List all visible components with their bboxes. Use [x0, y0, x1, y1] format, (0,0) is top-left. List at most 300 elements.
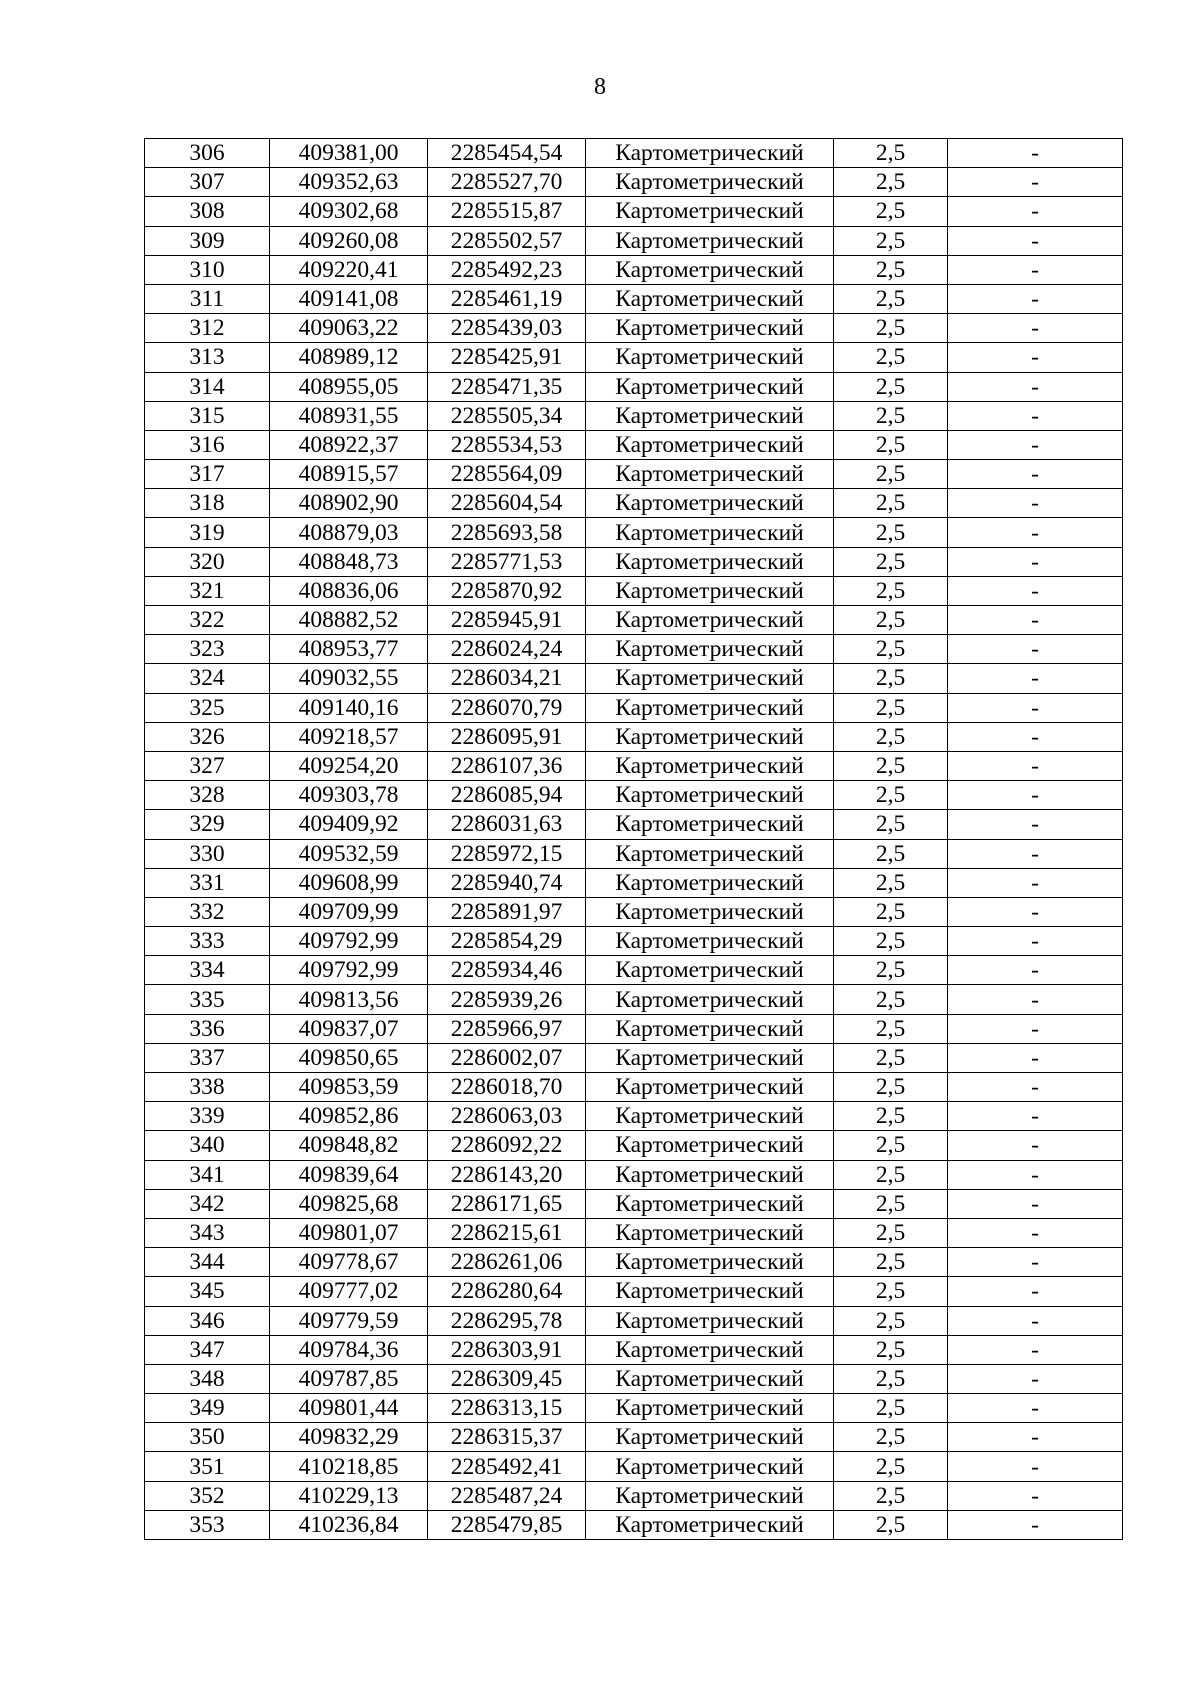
accuracy-cell: 2,5 [834, 1248, 948, 1277]
table-row [145, 168, 1123, 197]
y-coordinate-cell: 2285693,58 [428, 518, 586, 547]
x-coordinate-cell: 408989,12 [270, 343, 428, 372]
table-row [145, 1014, 1123, 1043]
y-coordinate-cell: 2286070,79 [428, 693, 586, 722]
accuracy-cell: 2,5 [834, 576, 948, 605]
note-cell: - [948, 168, 1123, 197]
y-coordinate-cell: 2285854,29 [428, 927, 586, 956]
note-cell: - [948, 1131, 1123, 1160]
y-coordinate-cell: 2285972,15 [428, 839, 586, 868]
accuracy-cell: 2,5 [834, 226, 948, 255]
table-row [145, 956, 1123, 985]
y-coordinate-cell: 2286063,03 [428, 1102, 586, 1131]
x-coordinate-cell: 409832,29 [270, 1423, 428, 1452]
point-number-cell: 352 [145, 1481, 270, 1510]
accuracy-cell: 2,5 [834, 810, 948, 839]
accuracy-cell: 2,5 [834, 956, 948, 985]
method-cell: Картометрический [586, 927, 834, 956]
accuracy-cell: 2,5 [834, 635, 948, 664]
table-row [145, 489, 1123, 518]
x-coordinate-cell: 409409,92 [270, 810, 428, 839]
coordinates-table-body [145, 139, 1123, 1540]
method-cell: Картометрический [586, 1131, 834, 1160]
point-number-cell: 351 [145, 1452, 270, 1481]
note-cell: - [948, 372, 1123, 401]
table-row [145, 197, 1123, 226]
method-cell: Картометрический [586, 343, 834, 372]
note-cell: - [948, 401, 1123, 430]
method-cell: Картометрический [586, 1510, 834, 1539]
point-number-cell: 308 [145, 197, 270, 226]
method-cell: Картометрический [586, 197, 834, 226]
point-number-cell: 345 [145, 1277, 270, 1306]
x-coordinate-cell: 409848,82 [270, 1131, 428, 1160]
method-cell: Картометрический [586, 693, 834, 722]
x-coordinate-cell: 408848,73 [270, 547, 428, 576]
method-cell: Картометрический [586, 460, 834, 489]
point-number-cell: 315 [145, 401, 270, 430]
x-coordinate-cell: 409063,22 [270, 314, 428, 343]
x-coordinate-cell: 409787,85 [270, 1364, 428, 1393]
method-cell: Картометрический [586, 664, 834, 693]
method-cell: Картометрический [586, 1364, 834, 1393]
point-number-cell: 307 [145, 168, 270, 197]
accuracy-cell: 2,5 [834, 927, 948, 956]
note-cell: - [948, 751, 1123, 780]
point-number-cell: 338 [145, 1073, 270, 1102]
table-row [145, 430, 1123, 459]
point-number-cell: 353 [145, 1510, 270, 1539]
y-coordinate-cell: 2285492,41 [428, 1452, 586, 1481]
table-row [145, 927, 1123, 956]
note-cell: - [948, 1481, 1123, 1510]
table-row [145, 897, 1123, 926]
point-number-cell: 335 [145, 985, 270, 1014]
x-coordinate-cell: 408922,37 [270, 430, 428, 459]
accuracy-cell: 2,5 [834, 1423, 948, 1452]
page-number: 8 [594, 74, 606, 100]
method-cell: Картометрический [586, 1160, 834, 1189]
y-coordinate-cell: 2286092,22 [428, 1131, 586, 1160]
x-coordinate-cell: 409801,44 [270, 1394, 428, 1423]
accuracy-cell: 2,5 [834, 868, 948, 897]
table-row [145, 1335, 1123, 1364]
x-coordinate-cell: 410236,84 [270, 1510, 428, 1539]
point-number-cell: 320 [145, 547, 270, 576]
table-row [145, 1277, 1123, 1306]
note-cell: - [948, 722, 1123, 751]
note-cell: - [948, 1452, 1123, 1481]
note-cell: - [948, 343, 1123, 372]
x-coordinate-cell: 409352,63 [270, 168, 428, 197]
note-cell: - [948, 1510, 1123, 1539]
x-coordinate-cell: 409778,67 [270, 1248, 428, 1277]
table-row [145, 985, 1123, 1014]
note-cell: - [948, 226, 1123, 255]
x-coordinate-cell: 410218,85 [270, 1452, 428, 1481]
y-coordinate-cell: 2285502,57 [428, 226, 586, 255]
accuracy-cell: 2,5 [834, 197, 948, 226]
x-coordinate-cell: 408953,77 [270, 635, 428, 664]
y-coordinate-cell: 2286085,94 [428, 781, 586, 810]
table-row [145, 1160, 1123, 1189]
table-row [145, 1043, 1123, 1072]
x-coordinate-cell: 408915,57 [270, 460, 428, 489]
method-cell: Картометрический [586, 985, 834, 1014]
table-row [145, 1510, 1123, 1539]
point-number-cell: 322 [145, 606, 270, 635]
method-cell: Картометрический [586, 139, 834, 168]
point-number-cell: 343 [145, 1218, 270, 1247]
accuracy-cell: 2,5 [834, 985, 948, 1014]
table-row [145, 1218, 1123, 1247]
accuracy-cell: 2,5 [834, 781, 948, 810]
note-cell: - [948, 810, 1123, 839]
table-row [145, 343, 1123, 372]
accuracy-cell: 2,5 [834, 1218, 948, 1247]
method-cell: Картометрический [586, 1043, 834, 1072]
table-row [145, 810, 1123, 839]
accuracy-cell: 2,5 [834, 751, 948, 780]
note-cell: - [948, 927, 1123, 956]
point-number-cell: 350 [145, 1423, 270, 1452]
table-row [145, 1131, 1123, 1160]
accuracy-cell: 2,5 [834, 1043, 948, 1072]
y-coordinate-cell: 2285939,26 [428, 985, 586, 1014]
method-cell: Картометрический [586, 1335, 834, 1364]
y-coordinate-cell: 2285870,92 [428, 576, 586, 605]
x-coordinate-cell: 409303,78 [270, 781, 428, 810]
method-cell: Картометрический [586, 1102, 834, 1131]
method-cell: Картометрический [586, 284, 834, 313]
point-number-cell: 327 [145, 751, 270, 780]
point-number-cell: 339 [145, 1102, 270, 1131]
note-cell: - [948, 460, 1123, 489]
x-coordinate-cell: 409608,99 [270, 868, 428, 897]
y-coordinate-cell: 2286034,21 [428, 664, 586, 693]
point-number-cell: 331 [145, 868, 270, 897]
note-cell: - [948, 518, 1123, 547]
point-number-cell: 334 [145, 956, 270, 985]
accuracy-cell: 2,5 [834, 1073, 948, 1102]
table-row [145, 722, 1123, 751]
x-coordinate-cell: 408931,55 [270, 401, 428, 430]
accuracy-cell: 2,5 [834, 518, 948, 547]
y-coordinate-cell: 2285471,35 [428, 372, 586, 401]
table-row [145, 226, 1123, 255]
accuracy-cell: 2,5 [834, 1481, 948, 1510]
note-cell: - [948, 985, 1123, 1014]
note-cell: - [948, 1073, 1123, 1102]
y-coordinate-cell: 2285534,53 [428, 430, 586, 459]
accuracy-cell: 2,5 [834, 1394, 948, 1423]
x-coordinate-cell: 410229,13 [270, 1481, 428, 1510]
accuracy-cell: 2,5 [834, 664, 948, 693]
method-cell: Картометрический [586, 168, 834, 197]
accuracy-cell: 2,5 [834, 1102, 948, 1131]
note-cell: - [948, 839, 1123, 868]
accuracy-cell: 2,5 [834, 401, 948, 430]
note-cell: - [948, 897, 1123, 926]
method-cell: Картометрический [586, 226, 834, 255]
y-coordinate-cell: 2285966,97 [428, 1014, 586, 1043]
y-coordinate-cell: 2286309,45 [428, 1364, 586, 1393]
y-coordinate-cell: 2285505,34 [428, 401, 586, 430]
accuracy-cell: 2,5 [834, 1189, 948, 1218]
note-cell: - [948, 1102, 1123, 1131]
x-coordinate-cell: 409852,86 [270, 1102, 428, 1131]
point-number-cell: 340 [145, 1131, 270, 1160]
note-cell: - [948, 197, 1123, 226]
x-coordinate-cell: 409792,99 [270, 927, 428, 956]
y-coordinate-cell: 2286031,63 [428, 810, 586, 839]
y-coordinate-cell: 2285934,46 [428, 956, 586, 985]
method-cell: Картометрический [586, 576, 834, 605]
y-coordinate-cell: 2286261,06 [428, 1248, 586, 1277]
table-row [145, 1306, 1123, 1335]
x-coordinate-cell: 408955,05 [270, 372, 428, 401]
note-cell: - [948, 489, 1123, 518]
y-coordinate-cell: 2286107,36 [428, 751, 586, 780]
point-number-cell: 314 [145, 372, 270, 401]
accuracy-cell: 2,5 [834, 314, 948, 343]
method-cell: Картометрический [586, 1306, 834, 1335]
x-coordinate-cell: 409792,99 [270, 956, 428, 985]
accuracy-cell: 2,5 [834, 1364, 948, 1393]
accuracy-cell: 2,5 [834, 839, 948, 868]
y-coordinate-cell: 2286295,78 [428, 1306, 586, 1335]
point-number-cell: 309 [145, 226, 270, 255]
method-cell: Картометрический [586, 751, 834, 780]
point-number-cell: 311 [145, 284, 270, 313]
note-cell: - [948, 1014, 1123, 1043]
note-cell: - [948, 547, 1123, 576]
note-cell: - [948, 664, 1123, 693]
method-cell: Картометрический [586, 1189, 834, 1218]
method-cell: Картометрический [586, 1394, 834, 1423]
accuracy-cell: 2,5 [834, 430, 948, 459]
method-cell: Картометрический [586, 430, 834, 459]
y-coordinate-cell: 2286143,20 [428, 1160, 586, 1189]
y-coordinate-cell: 2285454,54 [428, 139, 586, 168]
table-row [145, 1102, 1123, 1131]
table-row [145, 1073, 1123, 1102]
accuracy-cell: 2,5 [834, 1277, 948, 1306]
note-cell: - [948, 284, 1123, 313]
table-row [145, 839, 1123, 868]
table-row [145, 1423, 1123, 1452]
note-cell: - [948, 1277, 1123, 1306]
y-coordinate-cell: 2285945,91 [428, 606, 586, 635]
y-coordinate-cell: 2285564,09 [428, 460, 586, 489]
note-cell: - [948, 868, 1123, 897]
note-cell: - [948, 693, 1123, 722]
accuracy-cell: 2,5 [834, 1131, 948, 1160]
point-number-cell: 344 [145, 1248, 270, 1277]
point-number-cell: 337 [145, 1043, 270, 1072]
x-coordinate-cell: 409709,99 [270, 897, 428, 926]
x-coordinate-cell: 409218,57 [270, 722, 428, 751]
y-coordinate-cell: 2286024,24 [428, 635, 586, 664]
y-coordinate-cell: 2285771,53 [428, 547, 586, 576]
accuracy-cell: 2,5 [834, 255, 948, 284]
table-row [145, 1248, 1123, 1277]
accuracy-cell: 2,5 [834, 168, 948, 197]
table-row [145, 460, 1123, 489]
x-coordinate-cell: 409032,55 [270, 664, 428, 693]
y-coordinate-cell: 2285479,85 [428, 1510, 586, 1539]
y-coordinate-cell: 2285527,70 [428, 168, 586, 197]
method-cell: Картометрический [586, 1073, 834, 1102]
table-row [145, 751, 1123, 780]
table-row [145, 1452, 1123, 1481]
y-coordinate-cell: 2285492,23 [428, 255, 586, 284]
note-cell: - [948, 635, 1123, 664]
point-number-cell: 318 [145, 489, 270, 518]
y-coordinate-cell: 2286002,07 [428, 1043, 586, 1072]
point-number-cell: 306 [145, 139, 270, 168]
accuracy-cell: 2,5 [834, 1452, 948, 1481]
x-coordinate-cell: 409779,59 [270, 1306, 428, 1335]
method-cell: Картометрический [586, 781, 834, 810]
point-number-cell: 329 [145, 810, 270, 839]
method-cell: Картометрический [586, 1248, 834, 1277]
table-row [145, 255, 1123, 284]
method-cell: Картометрический [586, 547, 834, 576]
accuracy-cell: 2,5 [834, 547, 948, 576]
x-coordinate-cell: 409839,64 [270, 1160, 428, 1189]
point-number-cell: 326 [145, 722, 270, 751]
method-cell: Картометрический [586, 1014, 834, 1043]
note-cell: - [948, 1160, 1123, 1189]
method-cell: Картометрический [586, 1277, 834, 1306]
method-cell: Картометрический [586, 956, 834, 985]
point-number-cell: 349 [145, 1394, 270, 1423]
accuracy-cell: 2,5 [834, 139, 948, 168]
table-row [145, 1394, 1123, 1423]
accuracy-cell: 2,5 [834, 1306, 948, 1335]
point-number-cell: 328 [145, 781, 270, 810]
y-coordinate-cell: 2285891,97 [428, 897, 586, 926]
x-coordinate-cell: 409260,08 [270, 226, 428, 255]
note-cell: - [948, 430, 1123, 459]
x-coordinate-cell: 409784,36 [270, 1335, 428, 1364]
note-cell: - [948, 1043, 1123, 1072]
point-number-cell: 348 [145, 1364, 270, 1393]
y-coordinate-cell: 2285515,87 [428, 197, 586, 226]
table-row [145, 372, 1123, 401]
x-coordinate-cell: 409853,59 [270, 1073, 428, 1102]
y-coordinate-cell: 2285425,91 [428, 343, 586, 372]
x-coordinate-cell: 409141,08 [270, 284, 428, 313]
note-cell: - [948, 606, 1123, 635]
accuracy-cell: 2,5 [834, 284, 948, 313]
point-number-cell: 313 [145, 343, 270, 372]
accuracy-cell: 2,5 [834, 1335, 948, 1364]
accuracy-cell: 2,5 [834, 489, 948, 518]
x-coordinate-cell: 409532,59 [270, 839, 428, 868]
table-row [145, 547, 1123, 576]
note-cell: - [948, 956, 1123, 985]
method-cell: Картометрический [586, 1218, 834, 1247]
note-cell: - [948, 1189, 1123, 1218]
x-coordinate-cell: 409850,65 [270, 1043, 428, 1072]
x-coordinate-cell: 409302,68 [270, 197, 428, 226]
y-coordinate-cell: 2285487,24 [428, 1481, 586, 1510]
method-cell: Картометрический [586, 722, 834, 751]
note-cell: - [948, 1335, 1123, 1364]
table-row [145, 868, 1123, 897]
method-cell: Картометрический [586, 1452, 834, 1481]
y-coordinate-cell: 2286315,37 [428, 1423, 586, 1452]
y-coordinate-cell: 2285461,19 [428, 284, 586, 313]
table-row [145, 635, 1123, 664]
point-number-cell: 336 [145, 1014, 270, 1043]
x-coordinate-cell: 409140,16 [270, 693, 428, 722]
method-cell: Картометрический [586, 635, 834, 664]
x-coordinate-cell: 409220,41 [270, 255, 428, 284]
y-coordinate-cell: 2286303,91 [428, 1335, 586, 1364]
note-cell: - [948, 1218, 1123, 1247]
point-number-cell: 341 [145, 1160, 270, 1189]
method-cell: Картометрический [586, 314, 834, 343]
note-cell: - [948, 139, 1123, 168]
table-row [145, 401, 1123, 430]
method-cell: Картометрический [586, 255, 834, 284]
y-coordinate-cell: 2286171,65 [428, 1189, 586, 1218]
point-number-cell: 323 [145, 635, 270, 664]
table-row [145, 1364, 1123, 1393]
note-cell: - [948, 781, 1123, 810]
accuracy-cell: 2,5 [834, 460, 948, 489]
x-coordinate-cell: 408882,52 [270, 606, 428, 635]
x-coordinate-cell: 409801,07 [270, 1218, 428, 1247]
method-cell: Картометрический [586, 868, 834, 897]
method-cell: Картометрический [586, 606, 834, 635]
note-cell: - [948, 576, 1123, 605]
y-coordinate-cell: 2285604,54 [428, 489, 586, 518]
table-row [145, 314, 1123, 343]
accuracy-cell: 2,5 [834, 343, 948, 372]
x-coordinate-cell: 409381,00 [270, 139, 428, 168]
x-coordinate-cell: 409825,68 [270, 1189, 428, 1218]
coordinates-table [144, 138, 1123, 1540]
x-coordinate-cell: 409837,07 [270, 1014, 428, 1043]
accuracy-cell: 2,5 [834, 722, 948, 751]
note-cell: - [948, 1248, 1123, 1277]
point-number-cell: 317 [145, 460, 270, 489]
table-row [145, 693, 1123, 722]
y-coordinate-cell: 2285439,03 [428, 314, 586, 343]
table-row [145, 606, 1123, 635]
x-coordinate-cell: 408902,90 [270, 489, 428, 518]
y-coordinate-cell: 2286313,15 [428, 1394, 586, 1423]
table-row [145, 139, 1123, 168]
accuracy-cell: 2,5 [834, 897, 948, 926]
point-number-cell: 321 [145, 576, 270, 605]
point-number-cell: 342 [145, 1189, 270, 1218]
x-coordinate-cell: 408836,06 [270, 576, 428, 605]
table-row [145, 284, 1123, 313]
note-cell: - [948, 1306, 1123, 1335]
y-coordinate-cell: 2286095,91 [428, 722, 586, 751]
x-coordinate-cell: 409254,20 [270, 751, 428, 780]
accuracy-cell: 2,5 [834, 1510, 948, 1539]
y-coordinate-cell: 2285940,74 [428, 868, 586, 897]
method-cell: Картометрический [586, 489, 834, 518]
point-number-cell: 310 [145, 255, 270, 284]
x-coordinate-cell: 409777,02 [270, 1277, 428, 1306]
